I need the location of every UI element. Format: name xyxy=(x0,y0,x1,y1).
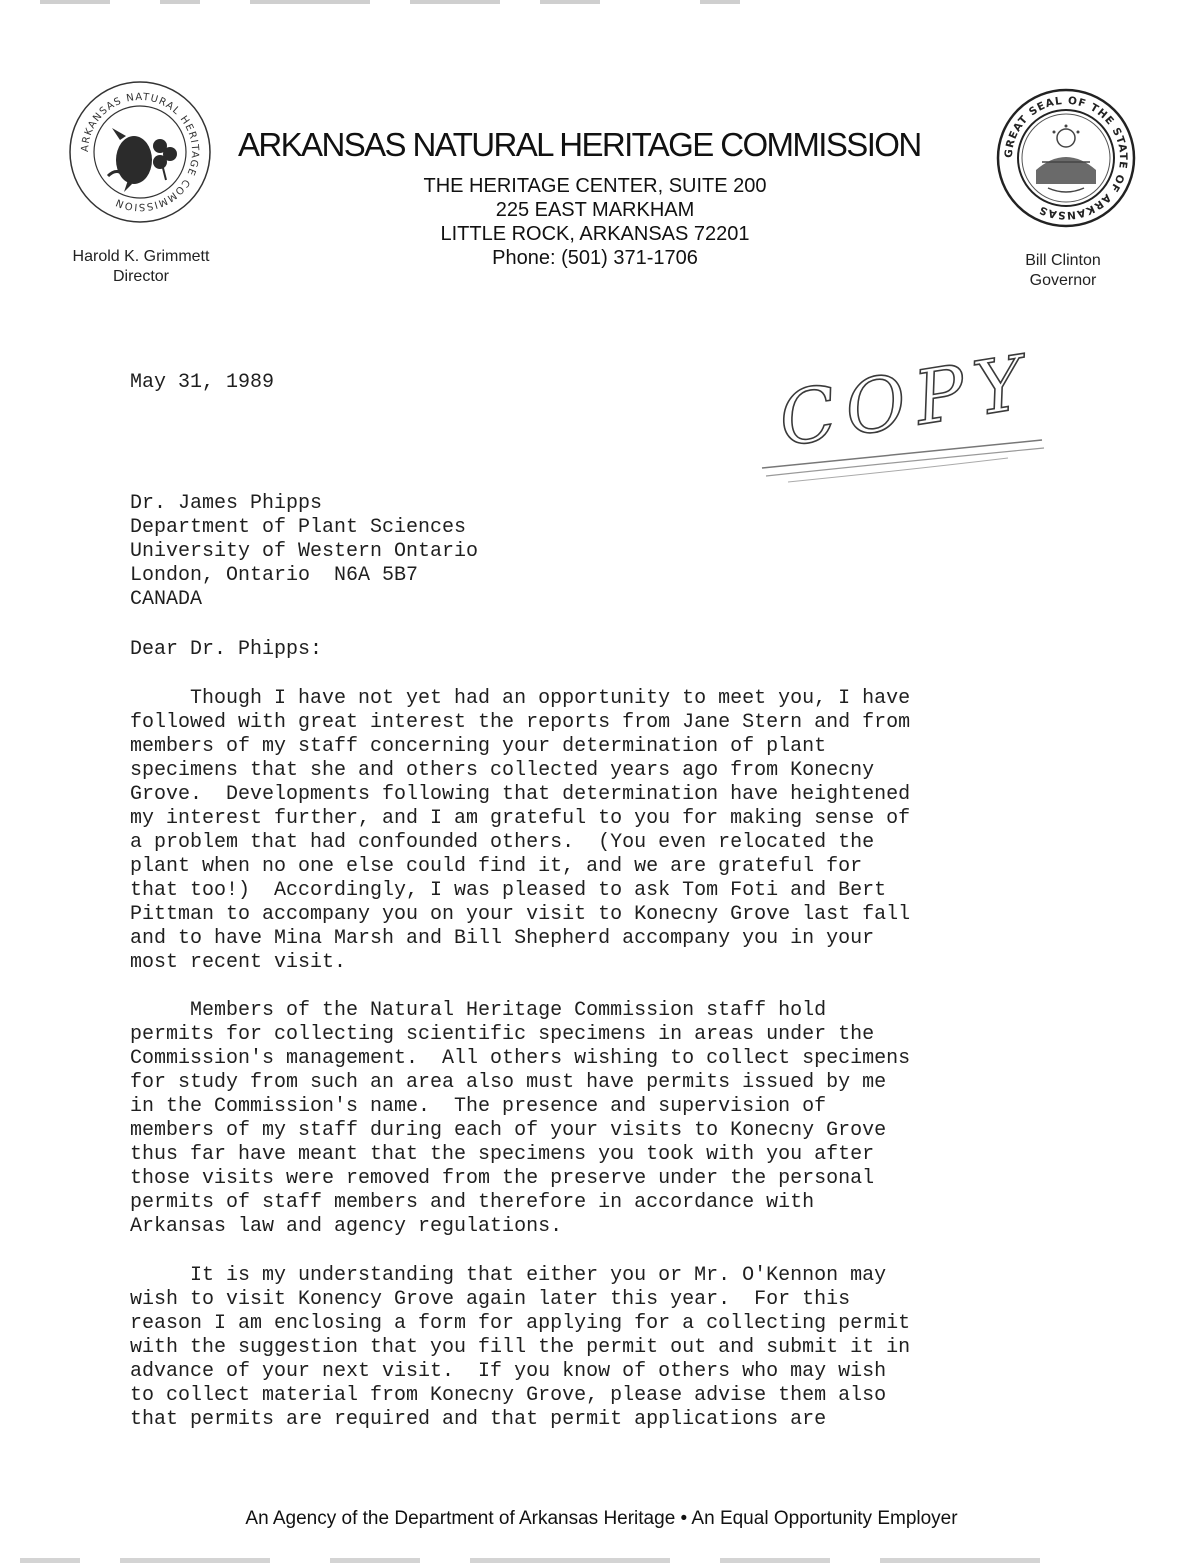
body-line: to collect material from Konecny Grove, please advise them also xyxy=(130,1384,887,1407)
body-line: thus far have meant that the specimens you took with you after xyxy=(130,1143,875,1166)
body-line: reason I am enclosing a form for applying for a collecting permit xyxy=(130,1312,911,1335)
governor-title: Governor xyxy=(1029,272,1097,289)
letter-date: May 31, 1989 xyxy=(130,371,275,394)
address-line: THE HERITAGE CENTER, SUITE 200 xyxy=(423,175,767,197)
body-line: with the suggestion that you fill the permit out and submit it in xyxy=(130,1336,911,1359)
recipient-line: London, Ontario N6A 5B7 xyxy=(130,564,419,587)
heritage-commission-seal xyxy=(68,80,212,224)
body-line: in the Commission's name. The presence and supervision of xyxy=(130,1095,827,1118)
body-line: followed with great interest the reports from Jane Stern and from xyxy=(130,711,911,734)
director-title: Director xyxy=(112,268,169,285)
body-line: and to have Mina Marsh and Bill Shepherd accompany you in your xyxy=(130,927,875,950)
phone-line: Phone: (501) 371-1706 xyxy=(492,247,698,269)
body-line: that too!) Accordingly, I was pleased to ask Tom Foti and Bert xyxy=(130,879,887,902)
governor-block xyxy=(990,251,1136,291)
body-line: for study from such an area also must have permits issued by me xyxy=(130,1071,887,1094)
body-line: Though I have not yet had an opportunity to meet you, I have xyxy=(130,687,911,710)
body-line: Commission's management. All others wishing to collect specimens xyxy=(130,1047,911,1070)
body-line: Grove. Developments following that determination have heightened xyxy=(130,783,911,806)
body-line: Pittman to accompany you on your visit to Konecny Grove last fall xyxy=(130,903,911,926)
recipient-line: Dr. James Phipps xyxy=(130,492,323,515)
recipient-line: Department of Plant Sciences xyxy=(130,516,467,539)
organization-address xyxy=(380,174,810,270)
body-line: It is my understanding that either you or Mr. O'Kennon may xyxy=(130,1264,887,1287)
address-line: 225 EAST MARKHAM xyxy=(495,199,695,221)
recipient-line: University of Western Ontario xyxy=(130,540,479,563)
left-seal-text: ARKANSAS NATURAL HERITAGE COMMISSION xyxy=(79,91,201,213)
body-line: advance of your next visit. If you know of others who may wish xyxy=(130,1360,887,1383)
body-line: Arkansas law and agency regulations. xyxy=(130,1215,563,1238)
body-line: wish to visit Konency Grove again later this year. For this xyxy=(130,1288,851,1311)
director-block xyxy=(46,247,236,287)
governor-name: Bill Clinton xyxy=(1025,252,1101,269)
address-line: LITTLE ROCK, ARKANSAS 72201 xyxy=(440,223,750,245)
recipient-line: CANADA xyxy=(130,588,203,611)
body-line: members of my staff during each of your visits to Konecny Grove xyxy=(130,1119,887,1142)
salutation: Dear Dr. Phipps: xyxy=(130,638,323,661)
body-line: those visits were removed from the preserve under the personal xyxy=(130,1167,875,1190)
director-name: Harold K. Grimmett xyxy=(72,248,210,265)
body-line: most recent visit. xyxy=(130,951,347,974)
scan-edge-marks-top xyxy=(0,0,1203,10)
right-seal-text: GREAT SEAL OF THE STATE OF ARKANSAS xyxy=(1002,94,1130,222)
body-line: my interest further, and I am grateful to you for making sense of xyxy=(130,807,911,830)
body-line: permits for collecting scientific specimens in areas under the xyxy=(130,1023,875,1046)
body-line: plant when no one else could find it, and we are grateful for xyxy=(130,855,863,878)
scan-edge-marks-bottom xyxy=(0,1552,1203,1568)
organization-name: ARKANSAS NATURAL HERITAGE COMMISSION xyxy=(238,126,921,163)
body-line: permits of staff members and therefore in accordance with xyxy=(130,1191,815,1214)
body-line: that permits are required and that permit applications are xyxy=(130,1408,827,1431)
copy-stamp xyxy=(758,336,1058,491)
copy-stamp-text: COPY xyxy=(773,338,1040,464)
state-seal xyxy=(996,88,1136,228)
footer-text: An Agency of the Department of Arkansas Heritage • An Equal Opportunity Employer xyxy=(245,1508,958,1529)
body-line: a problem that had confounded others. (You even relocated the xyxy=(130,831,875,854)
body-line: members of my staff concerning your determination of plant xyxy=(130,735,827,758)
body-line: specimens that she and others collected years ago from Konecny xyxy=(130,759,875,782)
body-line: Members of the Natural Heritage Commission staff hold xyxy=(130,999,827,1022)
